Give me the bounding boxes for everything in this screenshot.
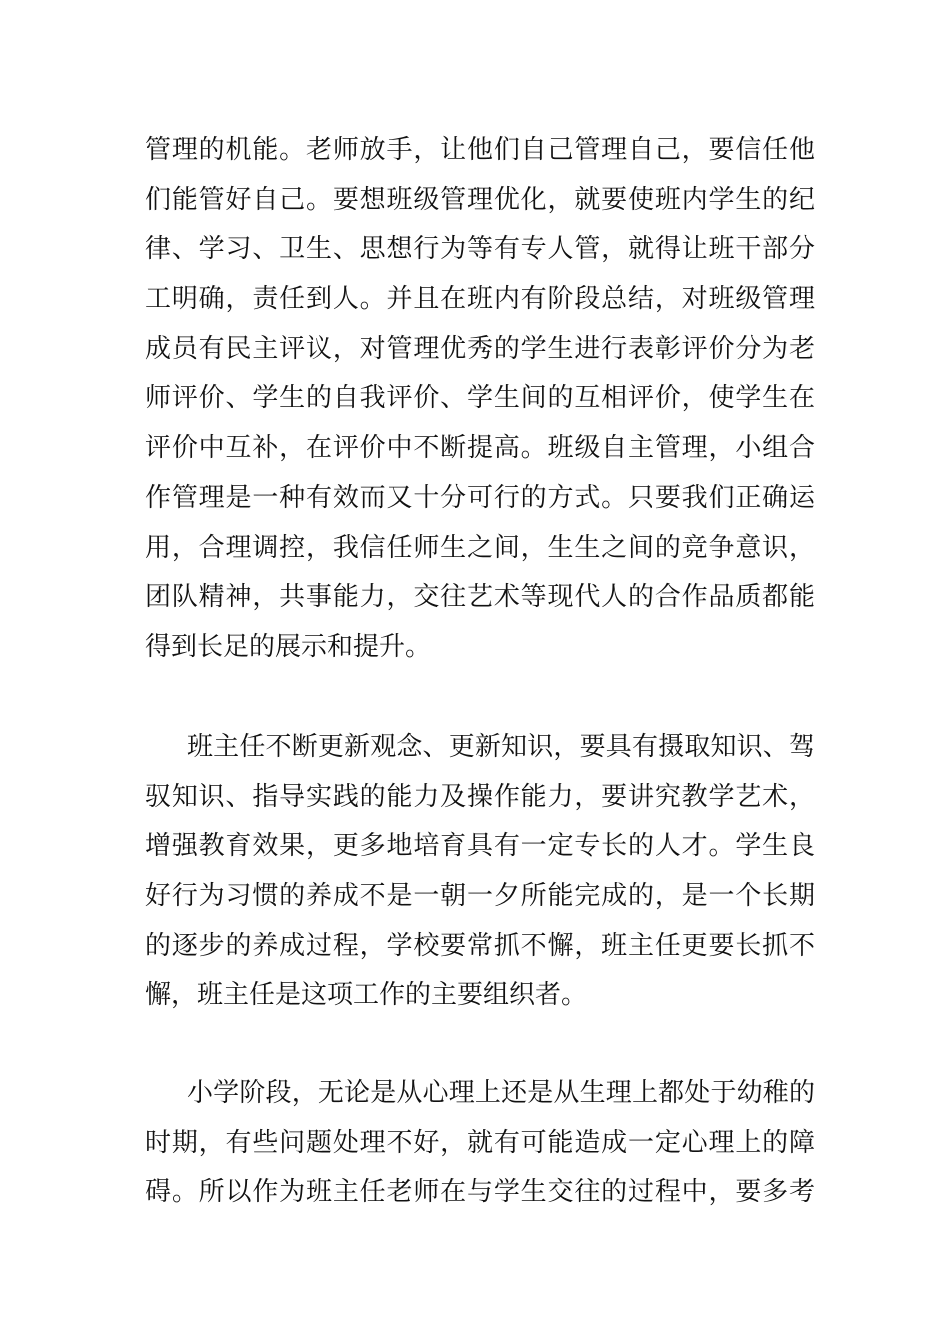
text-line: 小学阶段，无论是从心理上还是从生理上都处于幼稚的 xyxy=(187,1078,815,1108)
text-line: 作管理是一种有效而又十分可行的方式。只要我们正确运 xyxy=(145,482,815,513)
text-line: 成员有民主评议，对管理优秀的学生进行表彰评价分为老 xyxy=(145,333,815,364)
text-line: 好行为习惯的养成不是一朝一夕所能完成的，是一个长期 xyxy=(145,881,815,912)
text-line: 得到长足的展示和提升。 xyxy=(145,631,432,662)
text-line: 碍。所以作为班主任老师在与学生交往的过程中，要多考 xyxy=(145,1177,815,1208)
text-line: 增强教育效果，更多地培育具有一定专长的人才。学生良 xyxy=(145,831,815,862)
text-line: 们能管好自己。要想班级管理优化，就要使班内学生的纪 xyxy=(145,184,815,215)
text-line: 驭知识、指导实践的能力及操作能力，要讲究教学艺术， xyxy=(145,781,815,812)
text-line: 班主任不断更新观念、更新知识，要具有摄取知识、驾 xyxy=(187,732,815,762)
paragraph-2 xyxy=(145,723,815,1021)
paragraph-1 xyxy=(145,126,815,673)
paragraph-3 xyxy=(145,1069,815,1218)
text-line: 用，合理调控，我信任师生之间，生生之间的竞争意识， xyxy=(145,532,815,563)
text-line: 评价中互补，在评价中不断提高。班级自主管理，小组合 xyxy=(145,433,815,464)
text-line: 管理的机能。老师放手，让他们自己管理自己，要信任他 xyxy=(145,135,815,165)
text-line: 工明确，责任到人。并且在班内有阶段总结，对班级管理 xyxy=(145,284,815,315)
text-line: 时期，有些问题处理不好，就有可能造成一定心理上的障 xyxy=(145,1127,815,1158)
text-line: 团队精神，共事能力，交往艺术等现代人的合作品质都能 xyxy=(145,582,815,613)
text-line: 师评价、学生的自我评价、学生间的互相评价，使学生在 xyxy=(145,383,815,414)
text-line: 懈，班主任是这项工作的主要组织者。 xyxy=(145,980,588,1011)
text-line: 律、学习、卫生、思想行为等有专人管，就得让班干部分 xyxy=(145,234,815,265)
text-line: 的逐步的养成过程，学校要常抓不懈，班主任更要长抓不 xyxy=(145,930,815,961)
